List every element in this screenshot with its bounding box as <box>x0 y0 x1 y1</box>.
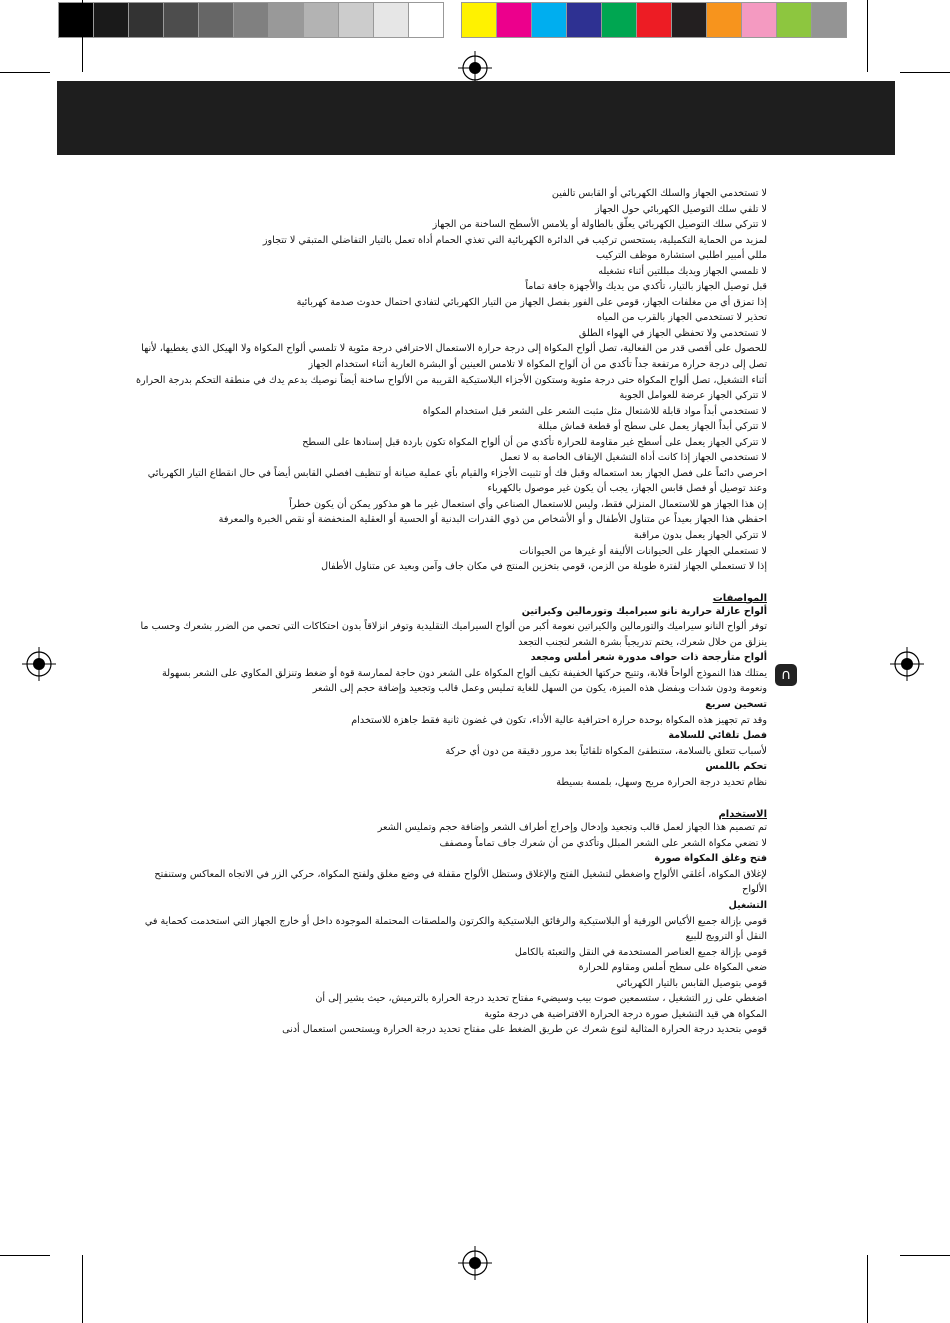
color-swatch <box>636 2 672 38</box>
specs-heading: المواصفات <box>712 592 767 604</box>
registration-mark-icon <box>458 51 492 85</box>
color-swatch <box>671 2 707 38</box>
crop-mark <box>0 1255 50 1256</box>
document-body <box>135 186 767 1038</box>
registration-mark-icon <box>458 1246 492 1280</box>
spec-text: وقد تم تجهيز هذه المكواة بوحدة حرارة احترافية عالية الأداء، تكون في غضون ثانية فقط جاهزة للاستخدام <box>351 714 767 726</box>
operation-step: المكواة هي قيد التشغيل صورة درجة الحرارة الافتراضية هي درجة مئوية <box>484 1008 767 1020</box>
color-swatch <box>496 2 532 38</box>
spec-title: تسخين سريع <box>705 698 767 710</box>
crop-mark <box>82 0 83 72</box>
usage-intro-2: لا تضعي مكواة الشعر على الشعر المبلل وتأكدي من أن شعرك جاف تماماً ومصفف <box>439 837 767 849</box>
warning-item: لا تتركي الجهاز عرضة للعوامل الجوية <box>619 390 767 402</box>
crop-mark <box>82 1255 83 1323</box>
warning-item: لا تستخدمي الجهاز إذا كانت أداة التشغيل الإيقاف الخاصة به لا تعمل <box>500 452 767 464</box>
operation-step: ضعي المكواة على سطح أملس ومقاوم للحرارة <box>578 962 767 974</box>
color-swatch <box>373 2 409 38</box>
spec-text: يمتلك هذا النموذج ألواحاً قلابة، وتتيح حركتها الخفيفة تكيف ألواح المكواة على الشعر دون حاجة لممارسة قوة أو ضغط وتنزلق المكاوي على الشعر بسهولة ونعومة ودون شدات وبفضل هذه الميزة، يكون من السهل للغاية تمليس وعمل قالب وتجعيد وإضافة حجم إلى الشعر <box>161 667 767 695</box>
warning-item: احرصي دائماً على فصل الجهاز بعد استعماله وقبل فك أو تثبيت الأجزاء والقيام بأي عملية صيانة أو تنظيف افصلي القابس أيضاً في حال انقطاع التيار الكهربائي وعند توصيل أو فصل قابس الجهاز، يجب أن يكون غير موصول بالكهرباء <box>147 467 767 495</box>
operation-step: قومي بتحديد درجة الحرارة المثالية لنوع شعرك عن طريق الضغط على مفتاح تحديد درجة الحرارة ويستحسن استعمال أدنى <box>282 1024 767 1036</box>
warning-item: لا تتركي الجهاز يعمل على أسطح غير مقاومة للحرارة تأكدي من أن ألواح المكواة تكون باردة قبل إسنادها على السطح <box>302 436 767 448</box>
color-swatch <box>93 2 129 38</box>
color-swatch <box>58 2 94 38</box>
spec-text: توفر ألواح النانو سيراميك والتورمالين والكيراتين نعومة أكبر من ألواح السيراميك التقليدية وتوفر انزلاقاً بدون احتكاكات التي تحمي من الضرر بشعرك وحسب ما ينزلق من خلال شعرك، يختم تدريجياً بشرة الشعر لتجنب التجعد <box>140 621 767 648</box>
spec-title: ألواح عازلة حرارية نانو سيراميك وتورمالين وكيراتين <box>521 605 767 617</box>
crop-mark <box>0 72 50 73</box>
color-swatch <box>408 2 444 38</box>
warning-item: لا تتركي سلك التوصيل الكهربائي يعلّق بالطاولة أو يلامس الأسطح الساخنة من الجهاز <box>432 219 767 231</box>
warning-item: مللي أمبير اطلبي استشارة موظف التركيب <box>595 250 767 262</box>
warning-item: لا تتركي الجهاز يعمل بدون مراقبة <box>633 530 767 542</box>
warning-item: تحذير لا تستخدمي الجهاز بالقرب من المياه <box>597 312 767 324</box>
warning-item: إذا لا تستعملي الجهاز لفترة طويلة من الزمن، قومي بتخزين المنتج في مكان جاف وآمن وبعيد عن متناول الأطفال <box>321 561 767 573</box>
spec-title: تحكم باللمس <box>705 761 767 773</box>
color-swatch <box>601 2 637 38</box>
crop-mark <box>867 0 868 72</box>
warning-item: لا تتركي أبداً الجهاز يعمل على سطح أو قطعة قماش مبللة <box>537 421 767 433</box>
specs-list <box>135 604 767 791</box>
color-swatch <box>706 2 742 38</box>
spec-text: لأسباب تتعلق بالسلامة، ستنطفئ المكواة تلقائياً بعد مرور دقيقة من دون أي حركة <box>445 745 767 757</box>
operation-step: قومي بإزالة جميع الأكياس الورقية أو البلاستيكية والرقائق البلاستيكية والكرتون والملصقات المحتملة الموجودة داخل أو خارج الجهاز التي استخدمت كحماية في النقل أو الترويج للبيع <box>144 915 767 943</box>
crop-mark <box>867 1255 868 1323</box>
crop-mark <box>900 1255 950 1256</box>
operation-title: التشغيل <box>728 899 767 911</box>
color-swatch <box>233 2 269 38</box>
header-band <box>57 81 895 155</box>
color-calibration-bar <box>58 2 846 38</box>
warnings-list <box>135 186 767 575</box>
color-swatch <box>531 2 567 38</box>
operation-step: اضغطي على زر التشغيل ، ستسمعين صوت بيب وسيضيء مفتاح تحديد درجة الحرارة بالترميش، حيث يشير إلى أن <box>315 993 767 1005</box>
lock-title: فتح وغلق المكواة صورة <box>654 853 767 865</box>
warning-item: إن هذا الجهاز هو للاستعمال المنزلي فقط، وليس للاستعمال الصناعي وأي استعمال غير ما هو مذكور يمكن أن يكون خطراً <box>289 498 767 510</box>
operation-step: قومي بإزالة جميع العناصر المستخدمة في النقل والتعبئة بالكامل <box>514 946 767 958</box>
registration-mark-icon <box>22 647 56 681</box>
warning-item: لا تستخدمي الجهاز والسلك الكهربائي أو القابس تالفين <box>551 188 767 199</box>
plug-icon: ∩ <box>775 664 797 686</box>
color-swatch <box>776 2 812 38</box>
warning-item: لمزيد من الحماية التكميلية، يستحسن تركيب في الدائرة الكهربائية التي تغذي الحمام أداة تعمل بالتيار التفاضلي المتبقي لا تتجاوز <box>262 234 767 246</box>
usage-intro-1: تم تصميم هذا الجهاز لعمل قالب وتجعيد وإدخال وإخراج أطراف الشعر وإضافة حجم وتمليس الشعر <box>377 822 767 834</box>
color-swatch <box>566 2 602 38</box>
warning-item: للحصول على أقصى قدر من الفعالية، تصل ألواح المكواة إلى درجة حرارة الاستعمال الاحترافي درجة مئوية لا تلمسي ألواح المكواة ولا الهيكل الذي يغطيها، لأنها تصل إلى درجة حرارة مرتفعة جداً تأكدي من أن ألواح المكواة لا تلامس العينين أو البشرة العارية أثناء استخدام الجهاز <box>141 343 767 371</box>
warning-item: أثناء التشغيل، تصل ألواح المكواة حتى درجة مئوية وستكون الأجزاء البلاستيكية القريبة من الألواح ساخنة أيضاً نوصيك بدعم يدك في منطقة التحكم بدرجة الحرارة <box>136 374 767 386</box>
color-swatch <box>128 2 164 38</box>
spec-title: فصل تلقائي للسلامة <box>668 730 767 742</box>
color-swatch <box>198 2 234 38</box>
color-swatch <box>338 2 374 38</box>
warning-item: لا تستخدمي ولا تحفظي الجهاز في الهواء الطلق <box>578 327 767 339</box>
lock-text: لإغلاق المكواة، أغلقي الألواح واضغطي لتشغيل الفتح والإغلاق وستظل الألواح مقفلة في وضع مغلق ولفتح المكواة، حركي الزر في الاتجاه المعاكس وستنفتح الألواح <box>154 868 767 896</box>
operation-list <box>135 914 767 1038</box>
color-swatch <box>303 2 339 38</box>
warning-item: إذا تمزق أي من مغلفات الجهاز، قومي على الفور بفصل الجهاز من التيار الكهربائي لتفادي احتمال حدوث صدمة كهربائية <box>296 296 767 308</box>
warning-item: لا تستخدمي أبداً مواد قابلة للاشتعال مثل مثبت الشعر على الشعر قبل استخدام المكواة <box>422 405 767 417</box>
color-swatch <box>811 2 847 38</box>
color-swatch <box>163 2 199 38</box>
usage-heading: الاستخدام <box>718 809 767 821</box>
operation-step: قومي بتوصيل القابس بالتيار الكهربائي <box>616 977 767 989</box>
registration-mark-icon <box>890 647 924 681</box>
color-swatch <box>268 2 304 38</box>
warning-item: قبل توصيل الجهاز بالتيار، تأكدي من يديك والأجهزة جافة تماماً <box>525 281 767 293</box>
color-swatch <box>741 2 777 38</box>
spec-title: ألواح متأرجحة ذات حواف مدورة شعر أملس ومجعد <box>530 652 767 664</box>
warning-item: لا تلفي سلك التوصيل الكهربائي حول الجهاز <box>595 203 767 215</box>
warning-item: لا تستعملي الجهاز على الحيوانات الأليفة أو غيرها من الحيوانات <box>519 545 767 557</box>
warning-item: لا تلمسي الجهاز ويديك مبللتين أثناء تشغيله <box>598 265 767 277</box>
warning-item: احفظي هذا الجهاز بعيداً عن متناول الأطفال و أو الأشخاص من ذوي القدرات البدنية أو الحسية أو العقلية المنخفضة أو نقص الخبرة والمعرفة <box>218 514 767 526</box>
color-swatch <box>461 2 497 38</box>
crop-mark <box>900 72 950 73</box>
spec-text: نظام تحديد درجة الحرارة مريح وسهل، بلمسة بسيطة <box>556 776 767 788</box>
